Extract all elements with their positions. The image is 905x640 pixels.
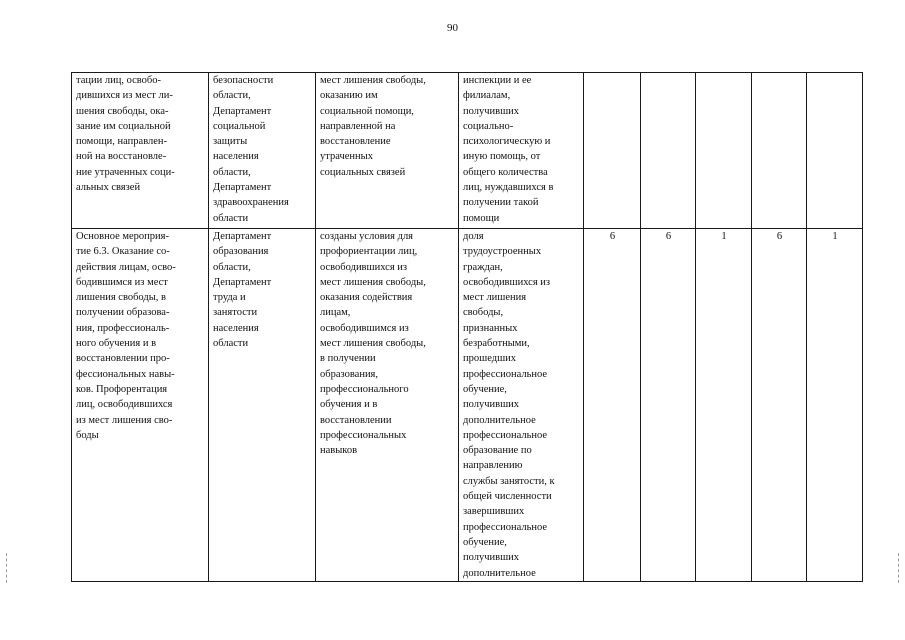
value-cell-5 — [807, 73, 863, 229]
page-number: 90 — [447, 22, 458, 34]
indicator-cell: доля трудоустроенных граждан, освободившихся из мест лишения свободы, признанных безработными, прошедших профессиональное обучение, получивших дополнительное профессиональное образование по направлению службы занятости, к общей численности завершивших профессиональное обучение, получивших дополнительное — [459, 229, 584, 582]
table-row — [72, 229, 863, 582]
value-cell-2: 6 — [641, 229, 696, 582]
scan-edge-mark-right — [898, 553, 900, 583]
measures-table — [71, 72, 863, 582]
value-cell-4: 6 — [752, 229, 807, 582]
measure-name-cell: Основное мероприя- тие 6.3. Оказание со- действия лицам, осво- бодившимся из мест лишения свободы, в получении образова- ния, профессиональ- ного обучения и в восстановлении про- фессиональных навы- ков. Профорентация лиц, освободившихся из мест лишения сво- боды — [72, 229, 209, 582]
scan-edge-mark-left — [6, 553, 8, 583]
measure-name-cell: тации лиц, освобо- дившихся из мест ли- шения свободы, ока- зание им социальной помощи, направлен- ной на восстановле- ние утраченных соци- альных связей — [72, 73, 209, 229]
value-cell-5: 1 — [807, 229, 863, 582]
expected-result-cell: мест лишения свободы, оказанию им социальной помощи, направленной на восстановление утраченных социальных связей — [316, 73, 459, 229]
value-cell-1 — [584, 73, 641, 229]
value-cell-4 — [752, 73, 807, 229]
executor-cell: безопасности области, Департамент социальной защиты населения области, Департамент здравоохранения области — [209, 73, 316, 229]
value-cell-2 — [641, 73, 696, 229]
table-row — [72, 73, 863, 229]
value-cell-3: 1 — [696, 229, 752, 582]
value-cell-1: 6 — [584, 229, 641, 582]
value-cell-3 — [696, 73, 752, 229]
expected-result-cell: созданы условия для профориентации лиц, освободившихся из мест лишения свободы, оказания содействия лицам, освободившимся из мест лишения свободы, в получении образования, профессионального обучения и в восстановлении профессиональных навыков — [316, 229, 459, 582]
indicator-cell: инспекции и ее филиалам, получивших социально- психологическую и иную помощь, от общего количества лиц, нуждавшихся в получении такой помощи — [459, 73, 584, 229]
executor-cell: Департамент образования области, Департамент труда и занятости населения области — [209, 229, 316, 582]
